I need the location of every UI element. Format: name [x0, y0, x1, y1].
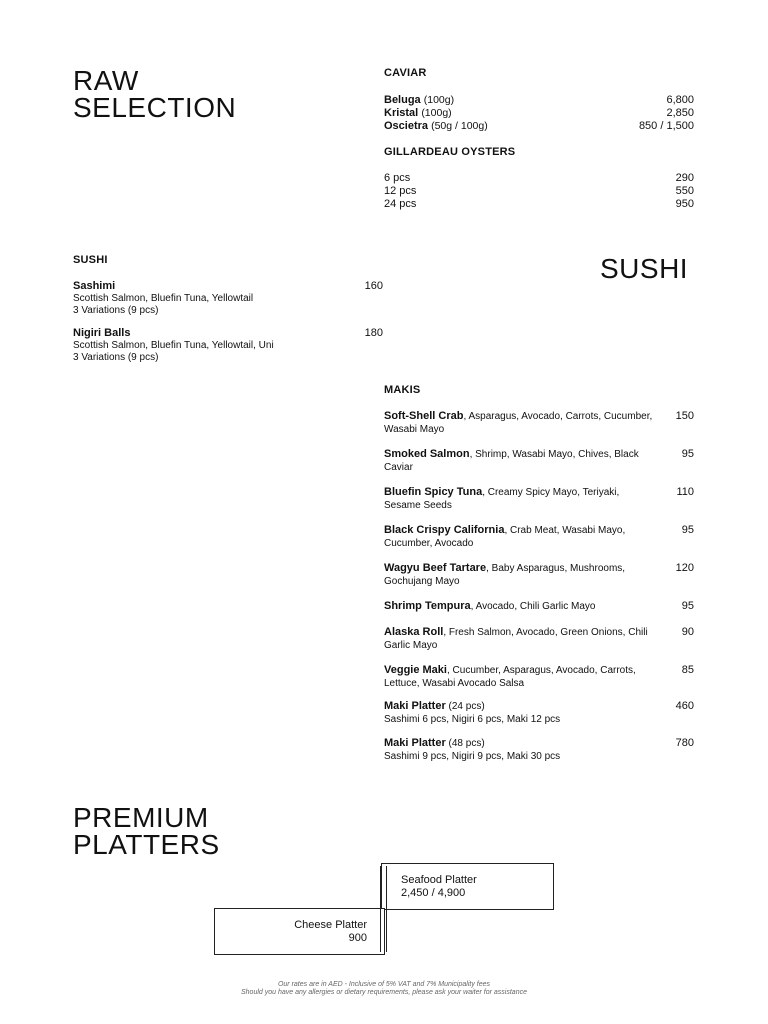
sushi-title — [600, 255, 688, 282]
maki-item — [384, 562, 694, 588]
maki-item-price: 150 — [675, 410, 694, 422]
caviar-item-price: 850 / 1,500 — [638, 120, 694, 132]
sushi-item-variations: 3 Variations (9 pcs) — [73, 304, 159, 316]
makis-heading: MAKIS — [384, 384, 421, 396]
maki-item-price: 780 — [675, 737, 694, 749]
maki-item-desc: , Creamy Spicy Mayo, Teriyaki, Sesame Seeds — [384, 487, 620, 511]
seafood-platter-box — [381, 863, 554, 910]
maki-item-price: 85 — [681, 664, 694, 676]
sushi-item-desc: Scottish Salmon, Bluefin Tuna, Yellowtail, Uni — [73, 340, 274, 351]
cheese-platter-name: Cheese Platter — [294, 919, 367, 931]
raw-selection-title — [73, 67, 236, 121]
maki-item — [384, 700, 694, 726]
maki-item-qty: (24 pcs) — [445, 701, 485, 712]
maki-item-price: 110 — [676, 486, 694, 498]
maki-item-price: 95 — [681, 600, 694, 612]
maki-item-name: Smoked Salmon — [384, 448, 470, 460]
caviar-item — [384, 120, 694, 133]
maki-item — [384, 600, 694, 614]
premium-platters-title-line1: PREMIUM — [73, 802, 209, 833]
oyster-item — [384, 198, 694, 211]
maki-item-price: 95 — [681, 524, 694, 536]
platter-divider — [380, 866, 387, 952]
sushi-item-desc: Scottish Salmon, Bluefin Tuna, Yellowtail — [73, 293, 254, 304]
oyster-item — [384, 172, 694, 185]
maki-item-desc: , Crab Meat, Wasabi Mayo, Cucumber, Avocado — [384, 525, 626, 549]
maki-item-name: Maki Platter — [384, 737, 446, 749]
sushi-item — [73, 280, 383, 316]
maki-item-desc: , Fresh Salmon, Avocado, Green Onions, Chili Garlic Mayo — [384, 627, 648, 651]
maki-item-desc: Sashimi 6 pcs, Nigiri 6 pcs, Maki 12 pcs — [384, 713, 561, 725]
caviar-item-name: Oscietra — [384, 120, 429, 132]
premium-platters-title — [73, 804, 220, 858]
maki-item-name: Veggie Maki — [384, 664, 447, 676]
sushi-item-name: Sashimi — [73, 280, 116, 292]
raw-selection-title-line1: RAW — [73, 65, 139, 96]
maki-item — [384, 448, 694, 474]
premium-platters-title-line2: PLATTERS — [73, 829, 220, 860]
sushi-title-text: SUSHI — [600, 253, 689, 284]
sushi-item-name: Nigiri Balls — [73, 327, 131, 339]
maki-item-qty: (48 pcs) — [445, 738, 485, 749]
sushi-item-variations: 3 Variations (9 pcs) — [73, 351, 159, 363]
caviar-item-price: 6,800 — [666, 94, 694, 106]
maki-item-price: 460 — [675, 700, 694, 712]
seafood-platter-name: Seafood Platter — [401, 874, 477, 886]
oysters-heading: GILLARDEAU OYSTERS — [384, 146, 516, 158]
footer-note — [0, 981, 768, 997]
maki-item-name: Alaska Roll — [384, 626, 444, 638]
maki-item-price: 120 — [675, 562, 694, 574]
maki-item — [384, 524, 694, 550]
caviar-heading: CAVIAR — [384, 67, 427, 79]
oyster-item-price: 550 — [675, 185, 694, 197]
caviar-item — [384, 107, 694, 120]
oyster-item-name: 6 pcs — [384, 172, 411, 184]
maki-item-desc: , Shrimp, Wasabi Mayo, Chives, Black Caviar — [384, 449, 639, 473]
caviar-item-name: Beluga — [384, 94, 421, 106]
sushi-item-price: 160 — [364, 280, 383, 292]
caviar-item-qty: (100g) — [421, 107, 452, 119]
maki-item-price: 90 — [681, 626, 694, 638]
cheese-platter-box — [214, 908, 385, 955]
oyster-item — [384, 185, 694, 198]
caviar-item-price: 2,850 — [666, 107, 694, 119]
maki-item-name: Maki Platter — [384, 700, 446, 712]
cheese-platter-price: 900 — [348, 932, 367, 944]
maki-item-name: Wagyu Beef Tartare — [384, 562, 487, 574]
maki-item-price: 95 — [681, 448, 694, 460]
oyster-item-price: 290 — [675, 172, 694, 184]
maki-item — [384, 626, 694, 652]
maki-item-name: Bluefin Spicy Tuna — [384, 486, 483, 498]
maki-item — [384, 486, 694, 512]
maki-item-desc: Sashimi 9 pcs, Nigiri 9 pcs, Maki 30 pcs — [384, 750, 561, 762]
footer-rates: Our rates are in AED - Inclusive of 5% VAT and 7% Municipality fees — [277, 981, 491, 988]
seafood-platter-price: 2,450 / 4,900 — [401, 887, 466, 899]
caviar-item-name: Kristal — [384, 107, 419, 119]
caviar-item — [384, 94, 694, 107]
maki-item-name: Black Crispy California — [384, 524, 505, 536]
maki-item-name: Shrimp Tempura — [384, 600, 471, 612]
sushi-item-price: 180 — [364, 327, 383, 339]
footer-allergies: Should you have any allergies or dietary requirements, please ask your waiter for assistance — [241, 989, 527, 996]
oyster-item-price: 950 — [675, 198, 694, 210]
maki-item — [384, 664, 694, 690]
oyster-item-name: 12 pcs — [384, 185, 417, 197]
oyster-item-name: 24 pcs — [384, 198, 417, 210]
maki-item-desc: , Cucumber, Asparagus, Avocado, Carrots, Lettuce, Wasabi Avocado Salsa — [384, 665, 636, 689]
maki-item — [384, 410, 694, 436]
caviar-item-qty: (50g / 100g) — [431, 120, 488, 132]
sushi-item — [73, 327, 383, 363]
maki-item-name: Soft-Shell Crab — [384, 410, 464, 422]
maki-item-desc: , Avocado, Chili Garlic Mayo — [470, 601, 596, 612]
maki-item-desc: , Baby Asparagus, Mushrooms, Gochujang Mayo — [384, 563, 626, 587]
maki-item-desc: , Asparagus, Avocado, Carrots, Cucumber, Wasabi Mayo — [384, 411, 653, 435]
sushi-heading: SUSHI — [73, 254, 108, 266]
caviar-item-qty: (100g) — [423, 94, 455, 106]
raw-selection-title-line2: SELECTION — [73, 92, 237, 123]
maki-item — [384, 737, 694, 763]
